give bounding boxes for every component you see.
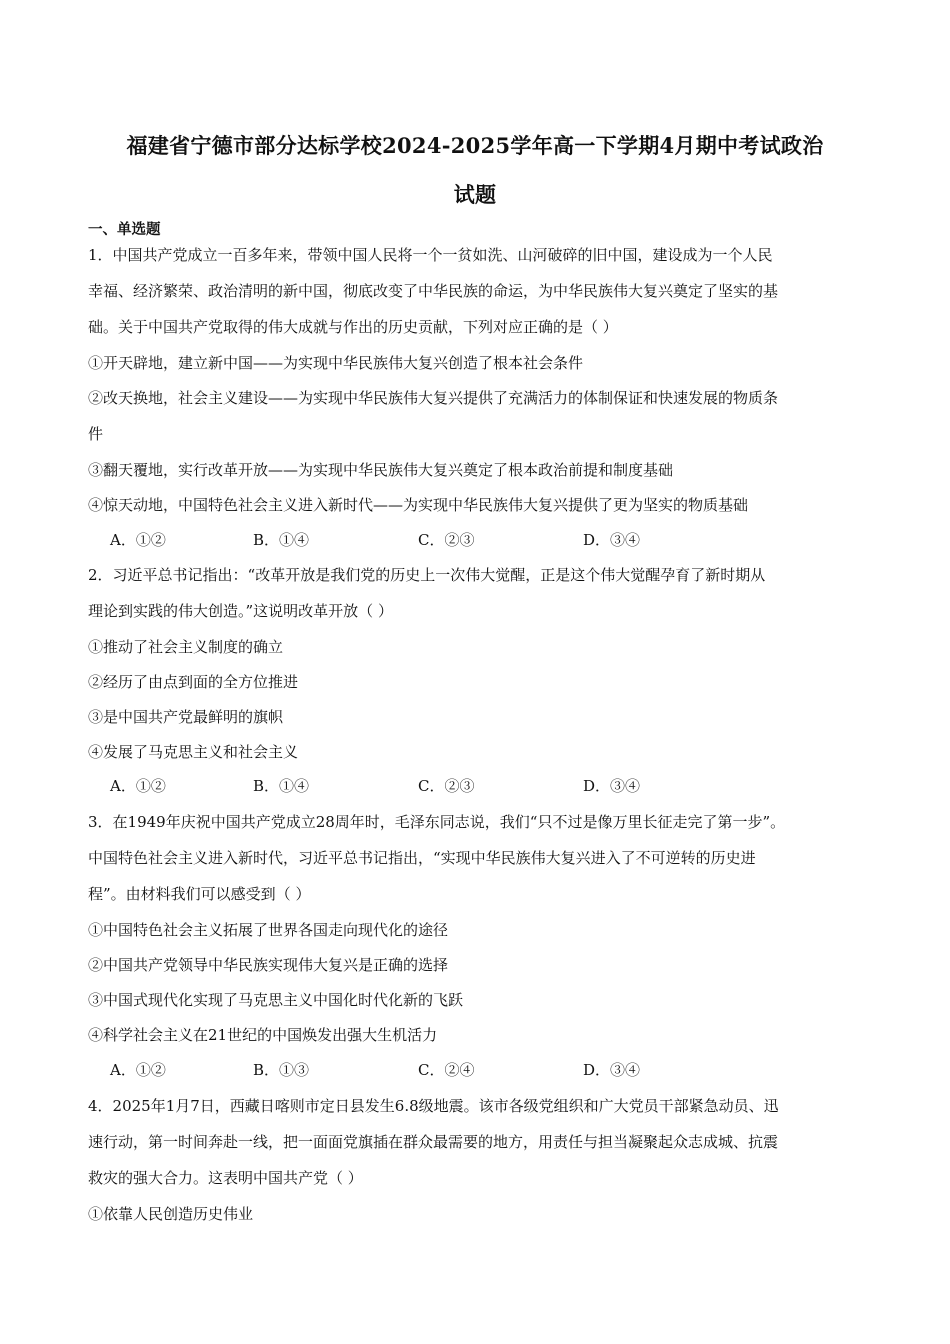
question-1-statement: ②改天换地，社会主义建设——为实现中华民族伟大复兴提供了充满活力的体制保证和快速发展的物质条 <box>88 389 779 407</box>
question-4-line: 救灾的强大合力。这表明中国共产党（ ） <box>88 1169 363 1187</box>
question-2-statement: ③是中国共产党最鲜明的旗帜 <box>88 708 284 726</box>
question-2-line: 理论到实践的伟大创造。”这说明改革开放（ ） <box>88 602 393 620</box>
question-3-statement: ③中国式现代化实现了马克思主义中国化时代化新的飞跃 <box>88 991 464 1009</box>
question-4-line: 4．2025年1月7日，西藏日喀则市定日县发生6.8级地震。该市各级党组织和广大党员干部紧急动员、迅 <box>88 1097 779 1115</box>
option-c: C．②③ <box>418 777 475 795</box>
option-a: A．①② <box>110 777 166 795</box>
question-3-line: 3．在1949年庆祝中国共产党成立28周年时，毛泽东同志说，我们“只不过是像万里长征走完了第一步”。 <box>88 813 786 831</box>
question-3-line: 程”。由材料我们可以感受到（ ） <box>88 885 311 903</box>
question-3-statement: ④科学社会主义在21世纪的中国焕发出强大生机活力 <box>88 1026 438 1044</box>
document-title-line-1: 福建省宁德市部分达标学校2024-2025学年高一下学期4月期中考试政治 <box>126 133 824 158</box>
question-3-statement: ②中国共产党领导中华民族实现伟大复兴是正确的选择 <box>88 956 449 974</box>
question-3-line: 中国特色社会主义进入新时代，习近平总书记指出，“实现中华民族伟大复兴进入了不可逆转的历史进 <box>88 849 756 867</box>
question-2-statement: ②经历了由点到面的全方位推进 <box>88 673 299 691</box>
document-title-line-2: 试题 <box>453 182 497 207</box>
question-2-line: 2．习近平总书记指出：“改革开放是我们党的历史上一次伟大觉醒，正是这个伟大觉醒孕育了新时期从 <box>88 566 766 584</box>
question-2-statement: ①推动了社会主义制度的确立 <box>88 638 284 656</box>
question-3-statement: ①中国特色社会主义拓展了世界各国走向现代化的途径 <box>88 921 449 939</box>
option-b: B．①④ <box>253 777 310 795</box>
question-4-line: 速行动，第一时间奔赴一线，把一面面党旗插在群众最需要的地方，用责任与担当凝聚起众志成城、抗震 <box>88 1133 779 1151</box>
option-c: C．②④ <box>418 1061 475 1079</box>
question-1-line: 1．中国共产党成立一百多年来，带领中国人民将一个一贫如洗、山河破碎的旧中国，建设成为一个人民 <box>88 246 773 264</box>
option-d: D．③④ <box>583 531 641 549</box>
question-1-statement: ①开天辟地，建立新中国——为实现中华民族伟大复兴创造了根本社会条件 <box>88 354 584 372</box>
option-b: B．①③ <box>253 1061 310 1079</box>
option-b: B．①④ <box>253 531 310 549</box>
option-d: D．③④ <box>583 777 641 795</box>
question-1-line: 幸福、经济繁荣、政治清明的新中国，彻底改变了中华民族的命运，为中华民族伟大复兴奠定了坚实的基 <box>88 282 779 300</box>
question-2-statement: ④发展了马克思主义和社会主义 <box>88 743 299 761</box>
section-heading: 一、单选题 <box>88 222 161 238</box>
question-3-options <box>88 1060 888 1080</box>
option-a: A．①② <box>110 1061 166 1079</box>
question-1-options <box>88 530 888 550</box>
question-2-options <box>88 776 888 796</box>
option-c: C．②③ <box>418 531 475 549</box>
option-a: A．①② <box>110 531 166 549</box>
question-1-line: 础。关于中国共产党取得的伟大成就与作出的历史贡献，下列对应正确的是（ ） <box>88 318 618 336</box>
question-1-statement: ③翻天覆地，实行改革开放——为实现中华民族伟大复兴奠定了根本政治前提和制度基础 <box>88 461 674 479</box>
question-1-statement: ④惊天动地，中国特色社会主义进入新时代——为实现中华民族伟大复兴提供了更为坚实的物质基础 <box>88 496 749 514</box>
question-4-statement: ①依靠人民创造历史伟业 <box>88 1205 254 1223</box>
question-1-statement: 件 <box>88 425 104 443</box>
option-d: D．③④ <box>583 1061 641 1079</box>
